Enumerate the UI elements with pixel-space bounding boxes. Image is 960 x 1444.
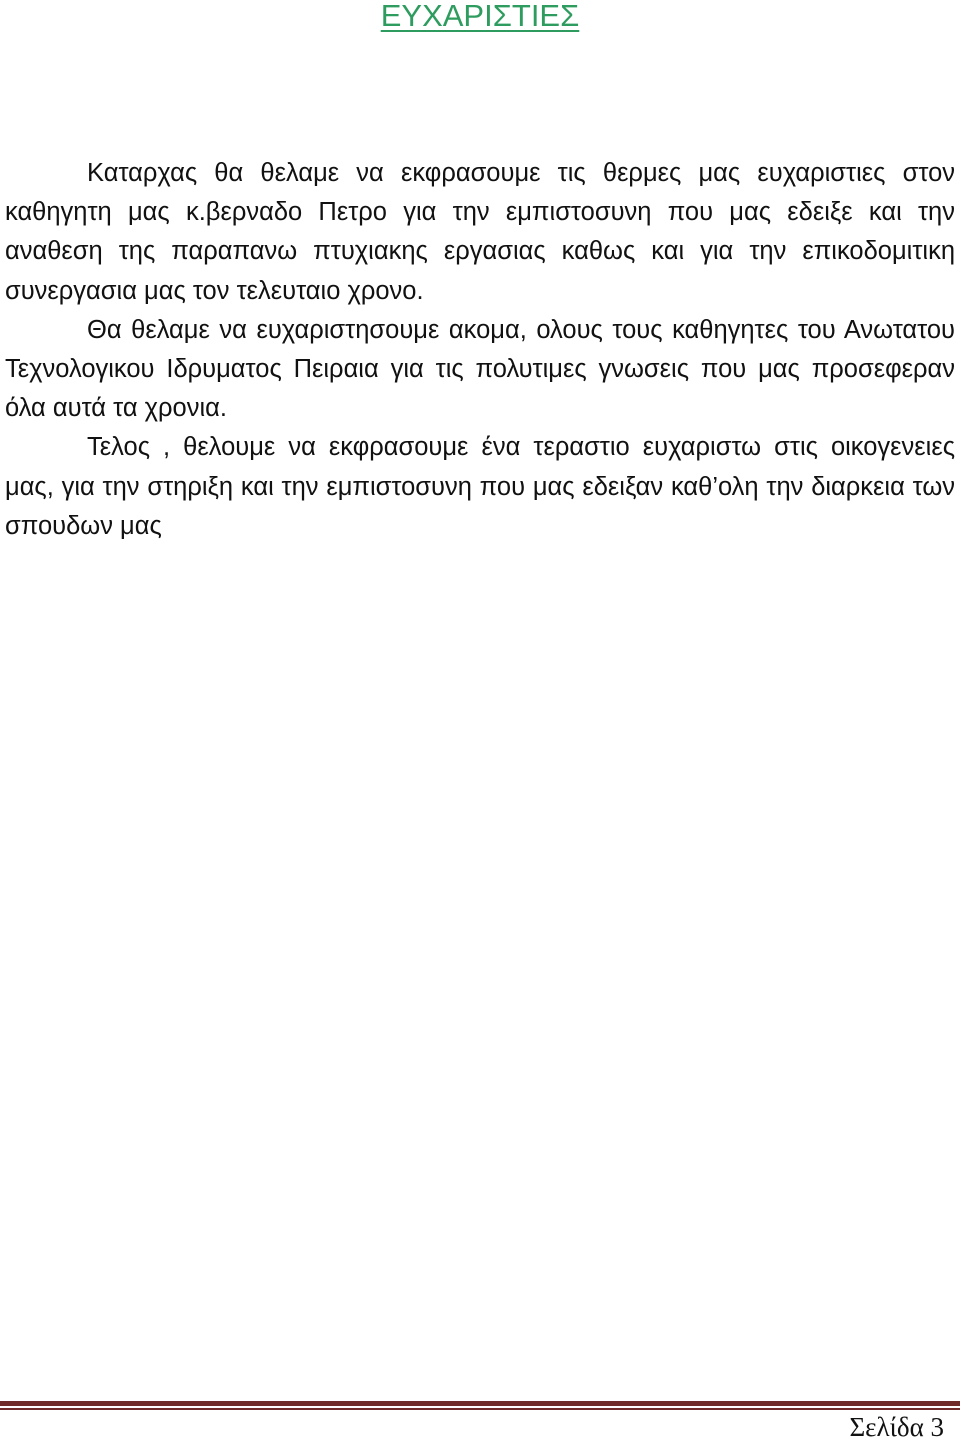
- footer-divider: [0, 1401, 960, 1410]
- paragraph-3: Τελος , θελουμε να εκφρασουμε ένα τεραστιο ευχαριστω στις οικογενειες μας, για την στηριξη και την εμπιστοσυνη που μας εδειξαν καθ’ολη την διαρκεια των σπουδων μας: [5, 433, 955, 540]
- acknowledgements-body: [5, 154, 955, 546]
- footer-divider-thin: [0, 1408, 960, 1410]
- paragraph-1: Καταρχας θα θελαμε να εκφρασουμε τις θερμες μας ευχαριστιες στον καθηγητη μας κ.βερναδο Πετρο για την εμπιστοσυνη που μας εδειξε και την αναθεση της παραπανω πτυχιακης εργασιας καθως και για την επικοδομιτικη συνεργασια μας τον τελευταιο χρονο.: [5, 159, 955, 305]
- footer-divider-thick: [0, 1401, 960, 1406]
- paragraph-2: Θα θελαμε να ευχαριστησουμε ακομα, ολους τους καθηγητες του Ανωτατου Τεχνολογικου Ιδρυματος Πειραια για τις πολυτιμες γνωσεις που μας προσεφεραν όλα αυτά τα χρονια.: [5, 315, 955, 423]
- page-number: Σελίδα 3: [849, 1412, 944, 1442]
- page-title: ΕΥΧΑΡΙΣΤΙΕΣ: [380, 0, 580, 33]
